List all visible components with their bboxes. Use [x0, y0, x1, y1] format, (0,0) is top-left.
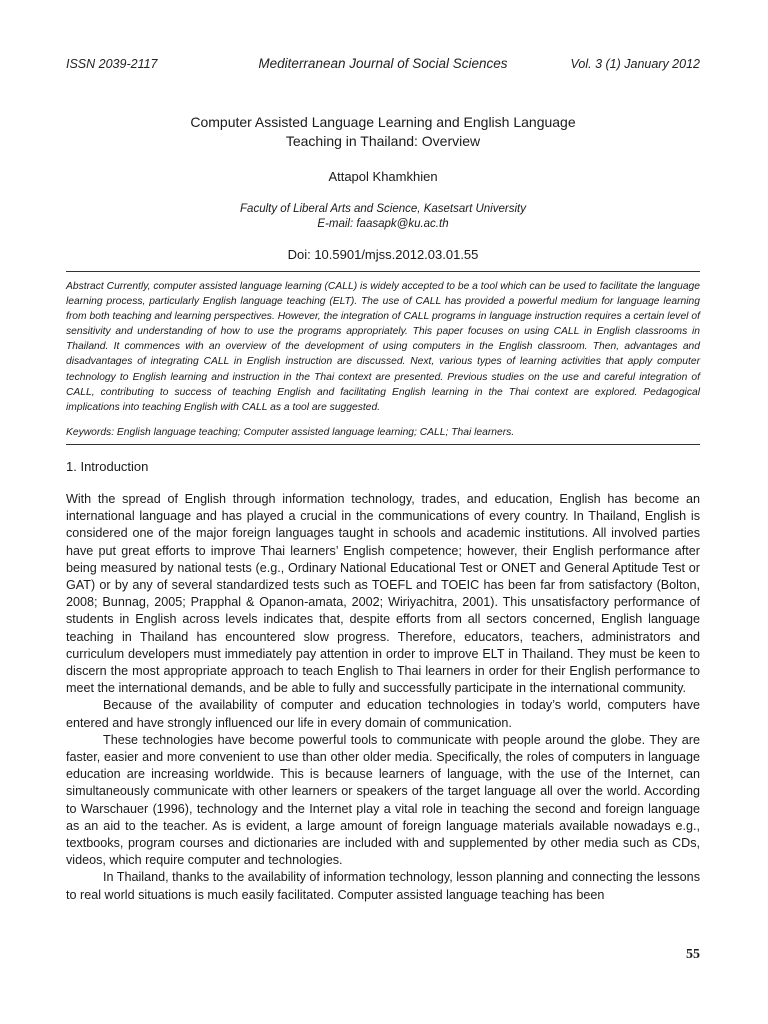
paragraph: In Thailand, thanks to the availability of information technology, lesson planning and connecting the lessons to real world situations is much easily facilitated. Computer assisted language teaching has been [66, 870, 700, 902]
abstract: Abstract Currently, computer assisted language learning (CALL) is widely accepted to be a tool which can be used to facilitate the language learning process, particularly English language teaching (ELT). The use of CALL has provided a powerful medium for language learning from both teaching and learning perspectives. However, the integration of CALL programs in language instruction requires a certain level of sensitivity and understanding of how to use the programs appropriately. This paper focuses on using CALL in English classrooms in Thailand. It commences with an overview of the development of using computers in the English classroom. Then, advantages and disadvantages of integrating CALL in English instruction are discussed. Next, various types of learning activities that apply computer technology to English learning and instruction in the Thai context are presented. Previous studies on the use and careful integration of CALL, contributing to success of teaching English and facilitating English learning in the Thai context are explored. Pedagogical implications into teaching English with CALL as a tool are suggested. [66, 281, 701, 413]
volume-label: Vol. 3 (1) January 2012 [570, 57, 700, 71]
abstract-top-rule [66, 271, 700, 272]
section-heading: 1. Introduction [66, 459, 149, 474]
title-line-2: Teaching in Thailand: Overview [285, 133, 481, 149]
affiliation-block [66, 202, 700, 232]
paper-title [66, 113, 700, 151]
running-header [66, 57, 700, 77]
author-email: E-mail: faasapk@ku.ac.th [317, 218, 449, 230]
journal-name: Mediterranean Journal of Social Sciences [258, 56, 508, 71]
author-name: Attapol Khamkhien [328, 169, 438, 184]
doi: Doi: 10.5901/mjss.2012.03.01.55 [287, 247, 479, 262]
body-text [66, 491, 700, 904]
keywords: Keywords: English language teaching; Computer assisted language learning; CALL; Thai learners. [66, 427, 515, 438]
paragraph: These technologies have become powerful tools to communicate with people around the globe. They are faster, easier and more convenient to use than other older media. Specifically, the roles of computers in language education are increasing worldwide. This is because learners of language, with the use of the Internet, can simultaneously communicate with other learners or speakers of the target language all over the world. According to Warschauer (1996), technology and the Internet play a vital role in teaching the second and foreign language as an aid to the teacher. As is evident, a large amount of foreign language materials available nowadays e.g., textbooks, program courses and dictionaries are included with and supplemented by other media such as CDs, videos, which require computer and technologies. [66, 732, 700, 868]
issn-label: ISSN 2039-2117 [66, 57, 158, 71]
affiliation: Faculty of Liberal Arts and Science, Kasetsart University [240, 203, 526, 215]
paragraph: With the spread of English through information technology, trades, and education, English has become an international language and has played a crucial in the communications of every country. In Thailand, English is considered one of the major foreign languages taught in schools and academic institutions. All involved parties have put great efforts to improve Thai learners’ English competence; however, their English performance after being measured by national tests (e.g., Ordinary National Educational Test or ONET and General Aptitude Test or GAT) or by any of several standardized tests such as TOEFL and TOEIC has been far from satisfactory (Bolton, 2008; Bunnag, 2005; Prapphal & Opanon-amata, 2002; Wiriyachitra, 2001). This unsatisfactory performance of students in English across levels indicates that, despite efforts from all sectors concerned, English language teaching in Thailand has encountered slow progress. Therefore, educators, teachers, administrators and curriculum developers must immediately pay attention in order to improve ELT in Thailand. They must be keen to discern the most appropriate approach to teach English to Thai learners in order for their English performance to meet the international demands, and be able to fully and successfully participate in the international community. [66, 492, 700, 696]
abstract-bottom-rule [66, 444, 700, 445]
title-line-1: Computer Assisted Language Learning and English Language [190, 114, 576, 130]
paragraph: Because of the availability of computer and education technologies in today’s world, computers have entered and have strongly influenced our life in every domain of communication. [66, 698, 700, 730]
page-number: 55 [686, 947, 700, 962]
